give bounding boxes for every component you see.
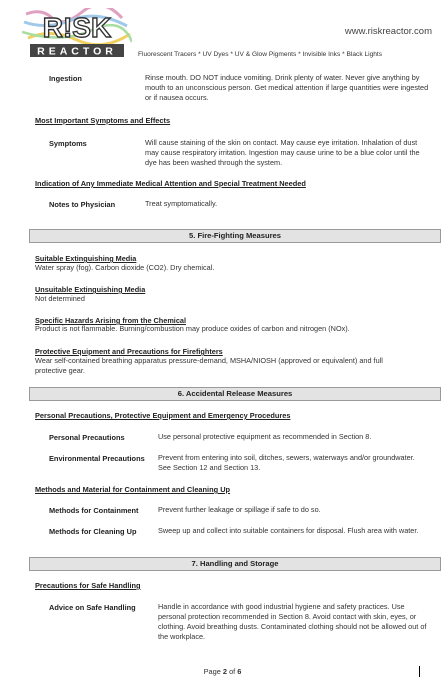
page-current: 2 — [222, 667, 228, 676]
suitable-media-heading: Suitable Extinguishing Media — [35, 254, 137, 263]
personal-precautions-heading: Personal Precautions, Protective Equipment and Emergency Procedures — [35, 411, 291, 420]
medical-attention-heading: Indication of Any Immediate Medical Attention and Special Treatment Needed — [35, 179, 306, 188]
section-7-title-bar: 7. Handling and Storage — [29, 557, 441, 571]
notes-to-physician-label: Notes to Physician — [49, 200, 116, 209]
product-tagline: Fluorescent Tracers * UV Dyes * UV & Glow Pigments * Invisible Inks * Black Lights — [138, 51, 383, 58]
section-5-title-bar: 5. Fire-Fighting Measures — [29, 229, 441, 243]
svg-text:REACTOR: REACTOR — [37, 45, 117, 58]
logo-graphic — [22, 8, 132, 60]
risk-reactor-logo — [22, 8, 132, 60]
page-indicator — [0, 667, 445, 676]
ingestion-text: Rinse mouth. DO NOT induce vomiting. Drink plenty of water. Never give anything by mouth to an unconscious person. Get medical attention if large quantities were ingested or if nausea occurs. — [145, 73, 429, 102]
containment-methods-heading: Methods and Material for Containment and Cleaning Up — [35, 485, 231, 494]
ingestion-label: Ingestion — [49, 74, 82, 83]
safe-handling-heading: Precautions for Safe Handling — [35, 581, 141, 590]
specific-hazards-heading: Specific Hazards Arising from the Chemical — [35, 316, 186, 325]
notes-to-physician-text: Treat symptomatically. — [145, 199, 218, 208]
containment-text: Prevent further leakage or spillage if safe to do so. — [158, 505, 321, 514]
page-total: 6 — [237, 667, 242, 676]
cleaning-up-text: Sweep up and collect into suitable containers for disposal. Flush area with water. — [158, 526, 419, 535]
svg-text:R!SK: R!SK — [42, 12, 112, 43]
advice-safe-handling-text: Handle in accordance with good industrial hygiene and safety practices. Use personal protection recommended in Section 8. Avoid contact with skin, eyes, or clothing. Avoid breathing dusts. Contaminated clothing should not be allowed out of the workplace. — [158, 602, 427, 641]
website-url[interactable]: www.riskreactor.com — [344, 26, 432, 37]
firefighter-protection-text: Wear self-contained breathing apparatus pressure-demand, MSHA/NIOSH (approved or equivalent) and full protective gear. — [35, 356, 383, 375]
personal-precautions-text: Use personal protective equipment as recommended in Section 8. — [158, 432, 372, 441]
cleaning-up-label: Methods for Cleaning Up — [49, 527, 137, 536]
firefighter-protection-heading: Protective Equipment and Precautions for Firefighters — [35, 347, 223, 356]
environmental-precautions-text: Prevent from entering into soil, ditches, sewers, waterways and/or groundwater. See Section 12 and Section 13. — [158, 453, 415, 472]
symptoms-label: Symptoms — [49, 139, 87, 148]
page-prefix: Page — [203, 667, 223, 676]
advice-safe-handling-label: Advice on Safe Handling — [49, 603, 136, 612]
symptoms-heading: Most Important Symptoms and Effects — [35, 116, 171, 125]
text-cursor — [419, 666, 420, 677]
specific-hazards-text: Product is not flammable. Burning/combustion may produce oxides of carbon and nitrogen (NOx). — [35, 324, 350, 333]
page-of: of — [227, 667, 238, 676]
suitable-media-text: Water spray (fog). Carbon dioxide (CO2). Dry chemical. — [35, 263, 215, 272]
unsuitable-media-heading: Unsuitable Extinguishing Media — [35, 285, 146, 294]
containment-label: Methods for Containment — [49, 506, 139, 515]
section-6-title-bar: 6. Accidental Release Measures — [29, 387, 441, 401]
personal-precautions-label: Personal Precautions — [49, 433, 125, 442]
environmental-precautions-label: Environmental Precautions — [49, 454, 145, 463]
unsuitable-media-text: Not determined — [35, 294, 85, 303]
symptoms-text: Will cause staining of the skin on contact. May cause eye irritation. Inhalation of dust may cause respiratory irritation. Ingestion may cause urine to be a blue color until the dye has been washed through the system. — [145, 138, 420, 167]
